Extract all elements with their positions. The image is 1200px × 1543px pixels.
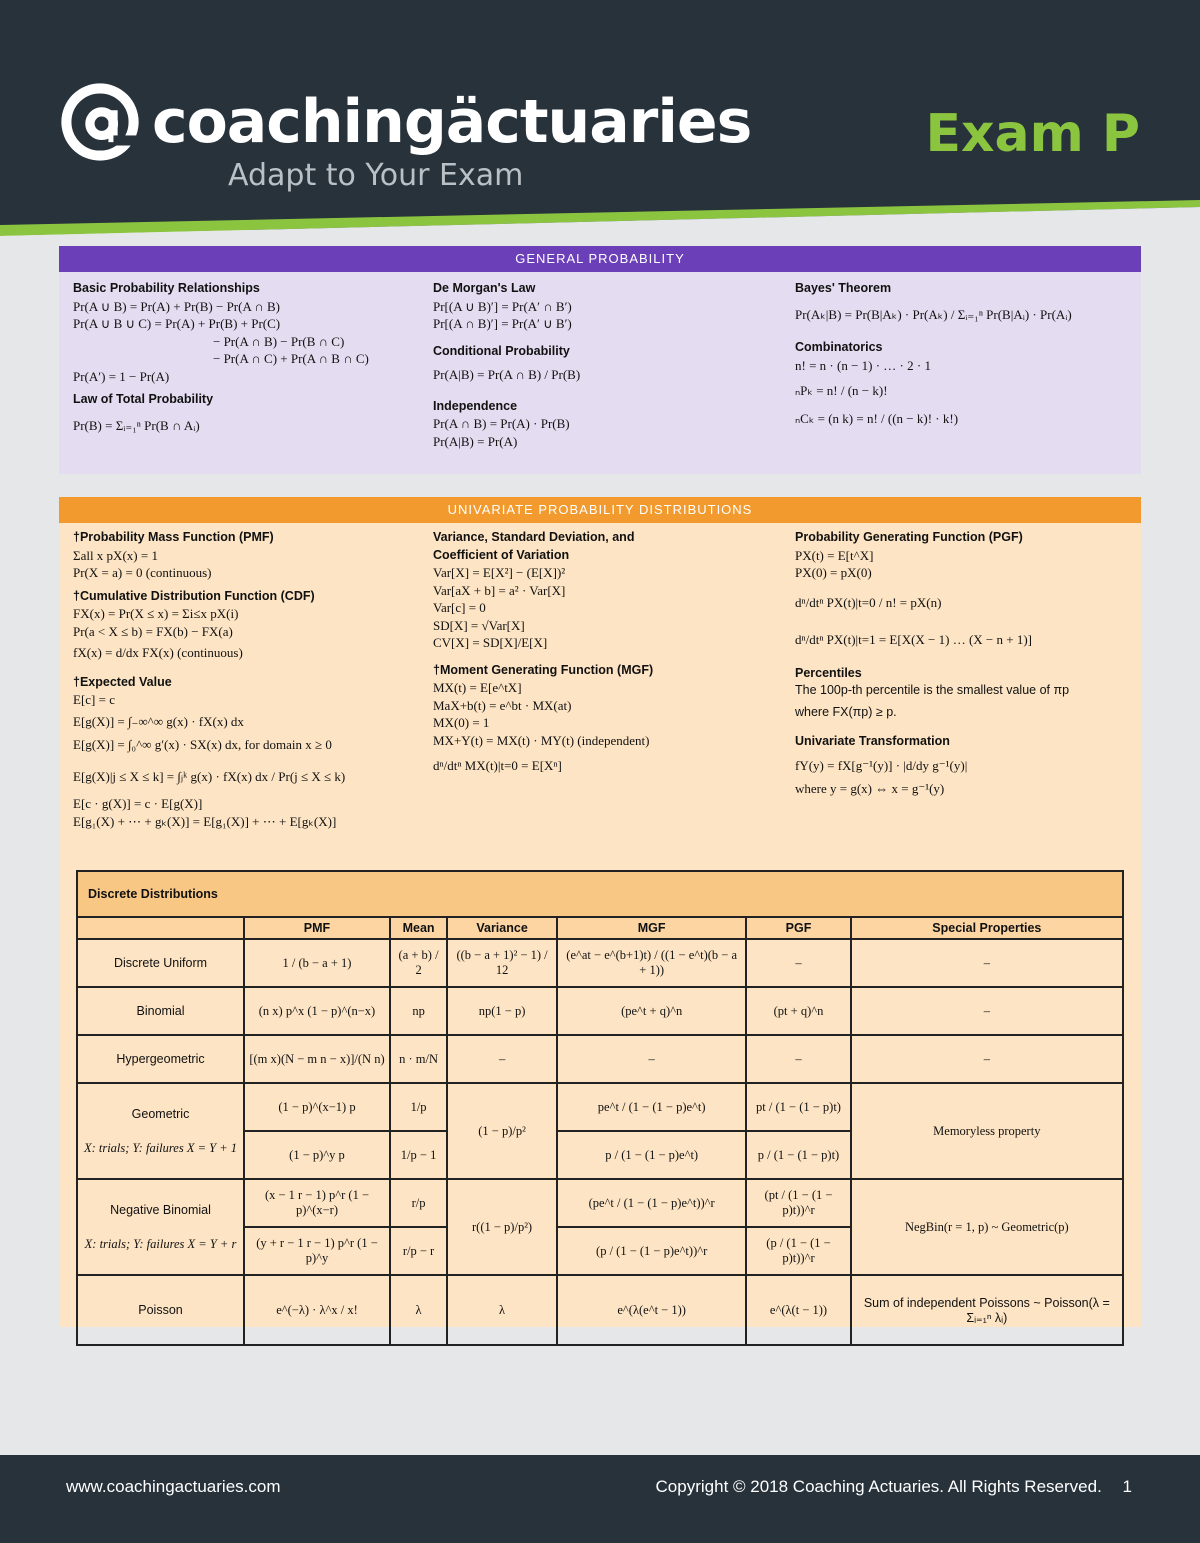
mgf-cell: p / (1 − (1 − p)e^t) xyxy=(557,1131,746,1179)
formula: Pr(Aₖ|B) = Pr(B|Aₖ) · Pr(Aₖ) / Σᵢ₌₁ⁿ Pr(B|Aᵢ) · Pr(Aᵢ) xyxy=(795,306,1072,322)
variance-cell: np(1 − p) xyxy=(447,987,557,1035)
pgf-cell: (pt + q)^n xyxy=(746,987,850,1035)
mean-cell: r/p xyxy=(390,1179,447,1227)
formula: n! = n · (n − 1) · … · 2 · 1 xyxy=(795,357,931,373)
text: The 100p-th percentile is the smallest value of πp xyxy=(795,683,1070,697)
special-cell: Memoryless property xyxy=(851,1083,1123,1179)
mgf-cell: (e^at − e^(b+1)t) / ((1 − e^t)(b − a + 1)) xyxy=(557,939,746,987)
pgf-cell: e^(λ(t − 1)) xyxy=(746,1275,850,1345)
pmf-cell: (1 − p)^y p xyxy=(244,1131,390,1179)
formula: Pr(A ∪ B) = Pr(A) + Pr(B) − Pr(A ∩ B) xyxy=(73,298,281,314)
column-header: Variance xyxy=(447,917,557,939)
variance-cell: – xyxy=(447,1035,557,1083)
formula: MX(t) = E[e^tX] xyxy=(433,680,522,695)
table-row xyxy=(77,987,1123,1035)
formula: Pr(A|B) = Pr(A ∩ B) / Pr(B) xyxy=(433,367,581,382)
distribution-name xyxy=(77,1083,244,1179)
pgf-percentile-column xyxy=(795,529,1135,798)
table-row xyxy=(77,1035,1123,1083)
formula: SD[X] = √Var[X] xyxy=(433,617,525,633)
de-morgan-column xyxy=(433,280,773,450)
heading: Independence xyxy=(433,398,518,413)
text: where FX(πp) ≥ p. xyxy=(795,704,897,719)
discrete-distributions-table xyxy=(76,870,1124,1346)
variance-mgf-column xyxy=(433,529,778,775)
formula: MaX+b(t) = e^bt · MX(at) xyxy=(433,697,572,713)
mgf-cell: (pe^t + q)^n xyxy=(557,987,746,1035)
formula: E[g₁(X) + ⋯ + gₖ(X)] = E[g₁(X)] + ⋯ + E[gₖ(X)] xyxy=(73,813,337,829)
formula: Pr(A′) = 1 − Pr(A) xyxy=(73,368,170,384)
heading: Coefficient of Variation xyxy=(433,547,570,562)
heading: Law of Total Probability xyxy=(73,392,214,406)
heading: Conditional Probability xyxy=(433,343,570,358)
heading: Variance, Standard Deviation, and xyxy=(433,530,635,544)
formula: PX(0) = pX(0) xyxy=(795,565,872,580)
heading: Bayes' Theorem xyxy=(795,281,892,295)
formula: E[g(X)|j ≤ X ≤ k] = ∫ⱼᵏ g(x) · fX(x) dx / Pr(j ≤ X ≤ k) xyxy=(73,768,346,784)
formula: Σall x pX(x) = 1 xyxy=(73,547,158,563)
brand-name: coachingäctuaries xyxy=(152,87,752,157)
pgf-cell: pt / (1 − (1 − p)t) xyxy=(746,1083,850,1131)
pgf-cell: (pt / (1 − (1 − p)t))^r xyxy=(746,1179,850,1227)
heading: †Moment Generating Function (MGF) xyxy=(433,662,654,677)
mgf-cell: e^(λ(e^t − 1)) xyxy=(557,1275,746,1345)
formula: E[g(X)] = ∫₋∞^∞ g(x) · fX(x) dx xyxy=(73,713,244,729)
variance-cell: ((b − a + 1)² − 1) / 12 xyxy=(447,939,557,987)
formula: where y = g(x) ⇔ x = g⁻¹(y) xyxy=(795,781,945,796)
mean-cell: np xyxy=(390,987,447,1035)
distribution-name: Binomial xyxy=(77,987,244,1035)
special-cell: NegBin(r = 1, p) ~ Geometric(p) xyxy=(851,1179,1123,1275)
formula: PX(t) = E[t^X] xyxy=(795,547,874,563)
formula: Pr[(A ∩ B)′] = Pr(A′ ∪ B′) xyxy=(433,316,572,331)
formula: Pr(A ∩ B) = Pr(A) · Pr(B) xyxy=(433,416,570,431)
variance-cell: (1 − p)/p² xyxy=(447,1083,557,1179)
distribution-label: Geometric xyxy=(131,1106,190,1121)
formula: E[c] = c xyxy=(73,692,115,707)
pmf-cell: (n x) p^x (1 − p)^(n−x) xyxy=(244,987,390,1035)
pmf-cell: [(m x)(N − m n − x)]/(N n) xyxy=(244,1035,390,1083)
heading: Univariate Transformation xyxy=(795,734,950,748)
column-header: Special Properties xyxy=(851,917,1123,939)
general-probability-section xyxy=(59,246,1141,474)
pmf-cell: 1 / (b − a + 1) xyxy=(244,939,390,987)
mean-cell: r/p − r xyxy=(390,1227,447,1275)
distribution-name: Poisson xyxy=(77,1275,244,1345)
heading: Basic Probability Relationships xyxy=(73,281,260,295)
heading: †Probability Mass Function (PMF) xyxy=(73,530,274,544)
column-header xyxy=(77,917,244,939)
special-cell: – xyxy=(851,939,1123,987)
formula: Var[aX + b] = a² · Var[X] xyxy=(433,582,566,598)
heading: De Morgan's Law xyxy=(433,281,536,295)
formula: MX+Y(t) = MX(t) · MY(t) (independent) xyxy=(433,732,650,748)
pmf-cell: (x − 1 r − 1) p^r (1 − p)^(x−r) xyxy=(244,1179,390,1227)
brand-tagline: Adapt to Your Exam xyxy=(228,158,524,193)
column-header: PMF xyxy=(244,917,390,939)
formula: CV[X] = SD[X]/E[X] xyxy=(433,635,548,650)
univariate-section xyxy=(59,497,1141,1327)
pmf-cell: e^(−λ) · λ^x / x! xyxy=(244,1275,390,1345)
mgf-cell: pe^t / (1 − (1 − p)e^t) xyxy=(557,1083,746,1131)
distribution-name: Discrete Uniform xyxy=(77,939,244,987)
formula: dⁿ/dtⁿ PX(t)|t=0 / n! = pX(n) xyxy=(795,594,942,610)
formula: ₙPₖ = n! / (n − k)! xyxy=(795,383,888,398)
pmf-cell: (1 − p)^(x−1) p xyxy=(244,1083,390,1131)
pgf-cell: – xyxy=(746,939,850,987)
formula: Var[c] = 0 xyxy=(433,600,486,615)
table-row xyxy=(77,1179,1123,1227)
formula: − Pr(A ∩ B) − Pr(B ∩ C) xyxy=(213,333,345,349)
heading: Probability Generating Function (PGF) xyxy=(795,530,1023,544)
distribution-label: Negative Binomial xyxy=(110,1202,211,1217)
section-title: GENERAL PROBABILITY xyxy=(59,246,1141,272)
column-header: Mean xyxy=(390,917,447,939)
website-link[interactable]: www.coachingactuaries.com xyxy=(66,1477,281,1496)
copyright-text xyxy=(656,1477,1132,1497)
mgf-cell: – xyxy=(557,1035,746,1083)
page-number: 1 xyxy=(1122,1477,1132,1496)
pgf-cell: p / (1 − (1 − p)t) xyxy=(746,1131,850,1179)
table-row xyxy=(77,939,1123,987)
special-cell: – xyxy=(851,1035,1123,1083)
mgf-cell: (p / (1 − (1 − p)e^t))^r xyxy=(557,1227,746,1275)
pgf-cell: (p / (1 − (1 − p)t))^r xyxy=(746,1227,850,1275)
distribution-name xyxy=(77,1179,244,1275)
heading: Percentiles xyxy=(795,665,862,680)
formula: FX(x) = Pr(X ≤ x) = Σi≤x pX(i) xyxy=(73,606,239,621)
formula: ₙCₖ = (n k) = n! / ((n − k)! · k!) xyxy=(795,410,959,426)
mean-cell: λ xyxy=(390,1275,447,1345)
table-caption: Discrete Distributions xyxy=(77,871,1123,917)
formula: Pr(B) = Σᵢ₌₁ⁿ Pr(B ∩ Aᵢ) xyxy=(73,417,200,433)
mean-cell: 1/p − 1 xyxy=(390,1131,447,1179)
variance-cell: λ xyxy=(447,1275,557,1345)
heading: Combinatorics xyxy=(795,340,883,354)
variance-cell: r((1 − p)/p²) xyxy=(447,1179,557,1275)
formula: E[g(X)] = ∫₀^∞ g′(x) · SX(x) dx, for domain x ≥ 0 xyxy=(73,737,332,752)
formula: Pr(a < X ≤ b) = FX(b) − FX(a) xyxy=(73,623,233,639)
copyright: Copyright © 2018 Coaching Actuaries. All Rights Reserved. xyxy=(655,1477,1102,1496)
special-cell: – xyxy=(851,987,1123,1035)
special-cell: Sum of independent Poissons ~ Poisson(λ = Σᵢ₌₁ⁿ λᵢ) xyxy=(851,1275,1123,1345)
formula: E[c · g(X)] = c · E[g(X)] xyxy=(73,796,203,811)
basic-probability-column xyxy=(73,280,413,434)
column-header: MGF xyxy=(557,917,746,939)
formula: fX(x) = d/dx FX(x) (continuous) xyxy=(73,645,243,660)
mean-cell: (a + b) / 2 xyxy=(390,939,447,987)
mean-cell: 1/p xyxy=(390,1083,447,1131)
formula: dⁿ/dtⁿ PX(t)|t=1 = E[X(X − 1) … (X − n + 1)] xyxy=(795,632,1033,647)
page-footer xyxy=(0,1455,1200,1543)
header-stripe xyxy=(0,0,1200,236)
formula: Pr(A ∪ B ∪ C) = Pr(A) + Pr(B) + Pr(C) xyxy=(73,316,281,331)
formula: Pr(A|B) = Pr(A) xyxy=(433,433,518,449)
formula: MX(0) = 1 xyxy=(433,715,490,730)
section-title: UNIVARIATE PROBABILITY DISTRIBUTIONS xyxy=(59,497,1141,523)
table-row xyxy=(77,1275,1123,1345)
distribution-note: X: trials; Y: failures X = Y + 1 xyxy=(83,1140,238,1155)
pmf-cell: (y + r − 1 r − 1) p^r (1 − p)^y xyxy=(244,1227,390,1275)
mgf-cell: (pe^t / (1 − (1 − p)e^t))^r xyxy=(557,1179,746,1227)
table-row xyxy=(77,1083,1123,1131)
heading: †Expected Value xyxy=(73,674,172,689)
formula: − Pr(A ∩ C) + Pr(A ∩ B ∩ C) xyxy=(213,351,369,366)
pmf-cdf-column xyxy=(73,529,418,830)
formula: fY(y) = fX[g⁻¹(y)] · |d/dy g⁻¹(y)| xyxy=(795,757,968,773)
distribution-note: X: trials; Y: failures X = Y + r xyxy=(84,1236,237,1251)
formula: Pr[(A ∪ B)′] = Pr(A′ ∩ B′) xyxy=(433,298,572,314)
formula: Pr(X = a) = 0 (continuous) xyxy=(73,565,212,580)
heading: †Cumulative Distribution Function (CDF) xyxy=(73,588,315,603)
exam-title: Exam P xyxy=(925,104,1140,164)
mean-cell: n · m/N xyxy=(390,1035,447,1083)
formula: dⁿ/dtⁿ MX(t)|t=0 = E[Xⁿ] xyxy=(433,758,562,773)
distribution-name: Hypergeometric xyxy=(77,1035,244,1083)
formula: Var[X] = E[X²] − (E[X])² xyxy=(433,565,566,580)
table-header-row xyxy=(77,917,1123,939)
pgf-cell: – xyxy=(746,1035,850,1083)
bayes-column xyxy=(795,280,1135,427)
column-header: PGF xyxy=(746,917,850,939)
